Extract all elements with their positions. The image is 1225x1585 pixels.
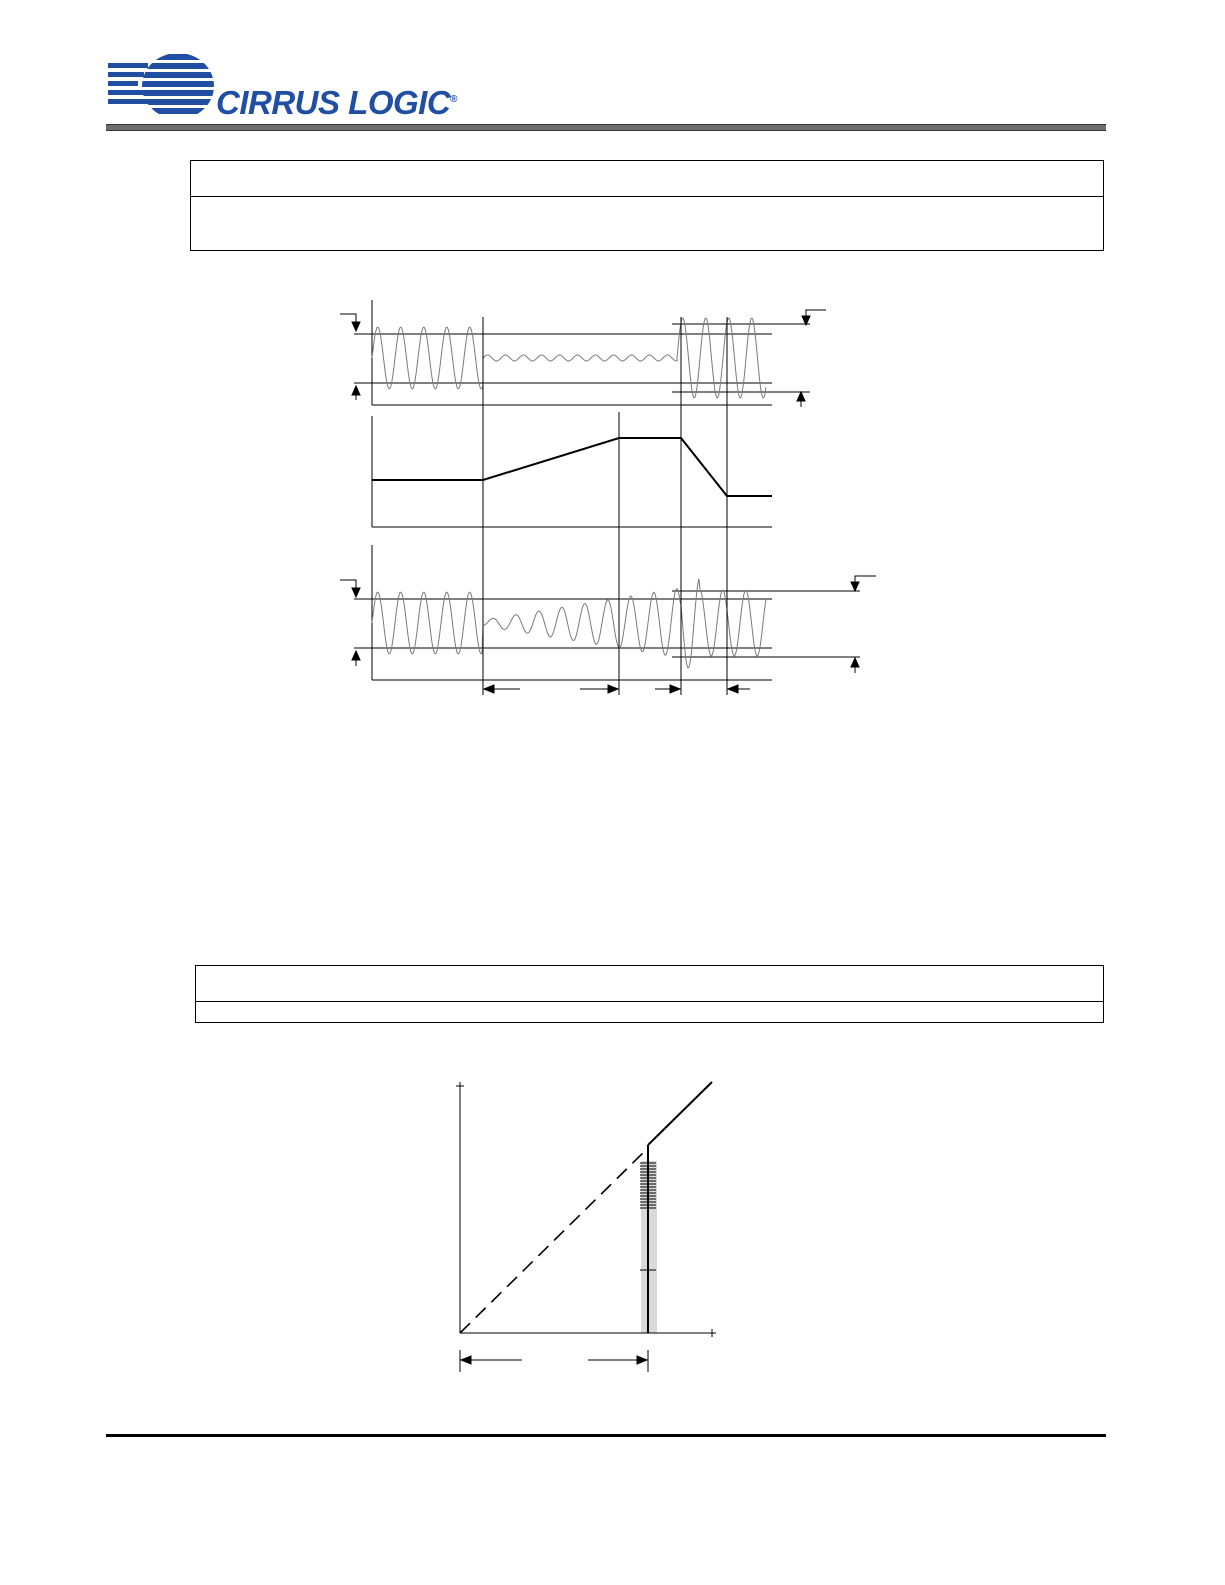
waveform-timing-diagram <box>340 300 876 695</box>
panel-1-right-bottom-arrowhead-icon <box>797 392 805 401</box>
timing-arrow-2-head-icon <box>608 685 618 693</box>
panel-3-bottom-arrowhead-icon <box>352 651 360 660</box>
timing-arrow-1-head-icon <box>484 685 494 693</box>
panel-1-top-arrowhead-icon <box>352 322 360 331</box>
panel-3-right-top-arrowhead-icon <box>851 582 859 591</box>
dashed-linear-line <box>460 1148 648 1333</box>
dimension-arrow-left-head-icon <box>461 1356 471 1364</box>
panel-1-bottom-arrowhead-icon <box>352 386 360 395</box>
panel-3-top-arrowhead-icon <box>352 588 360 597</box>
panel-3-output-signal <box>372 579 766 668</box>
panel-3-right-bottom-arrowhead-icon <box>851 658 859 667</box>
timing-arrow-3-head-icon <box>670 685 680 693</box>
panel-1-input-signal <box>372 318 766 398</box>
footer-rule <box>106 1434 1106 1437</box>
panel-2-gain-curve <box>372 438 772 496</box>
threshold-graph <box>456 1082 716 1372</box>
dimension-arrow-right-head-icon <box>637 1356 647 1364</box>
timing-arrow-4-head-icon <box>728 685 738 693</box>
solid-linear-line <box>648 1082 712 1145</box>
registered-mark: ® <box>450 94 458 105</box>
brand-name-text: CIRRUS LOGIC <box>216 84 451 121</box>
